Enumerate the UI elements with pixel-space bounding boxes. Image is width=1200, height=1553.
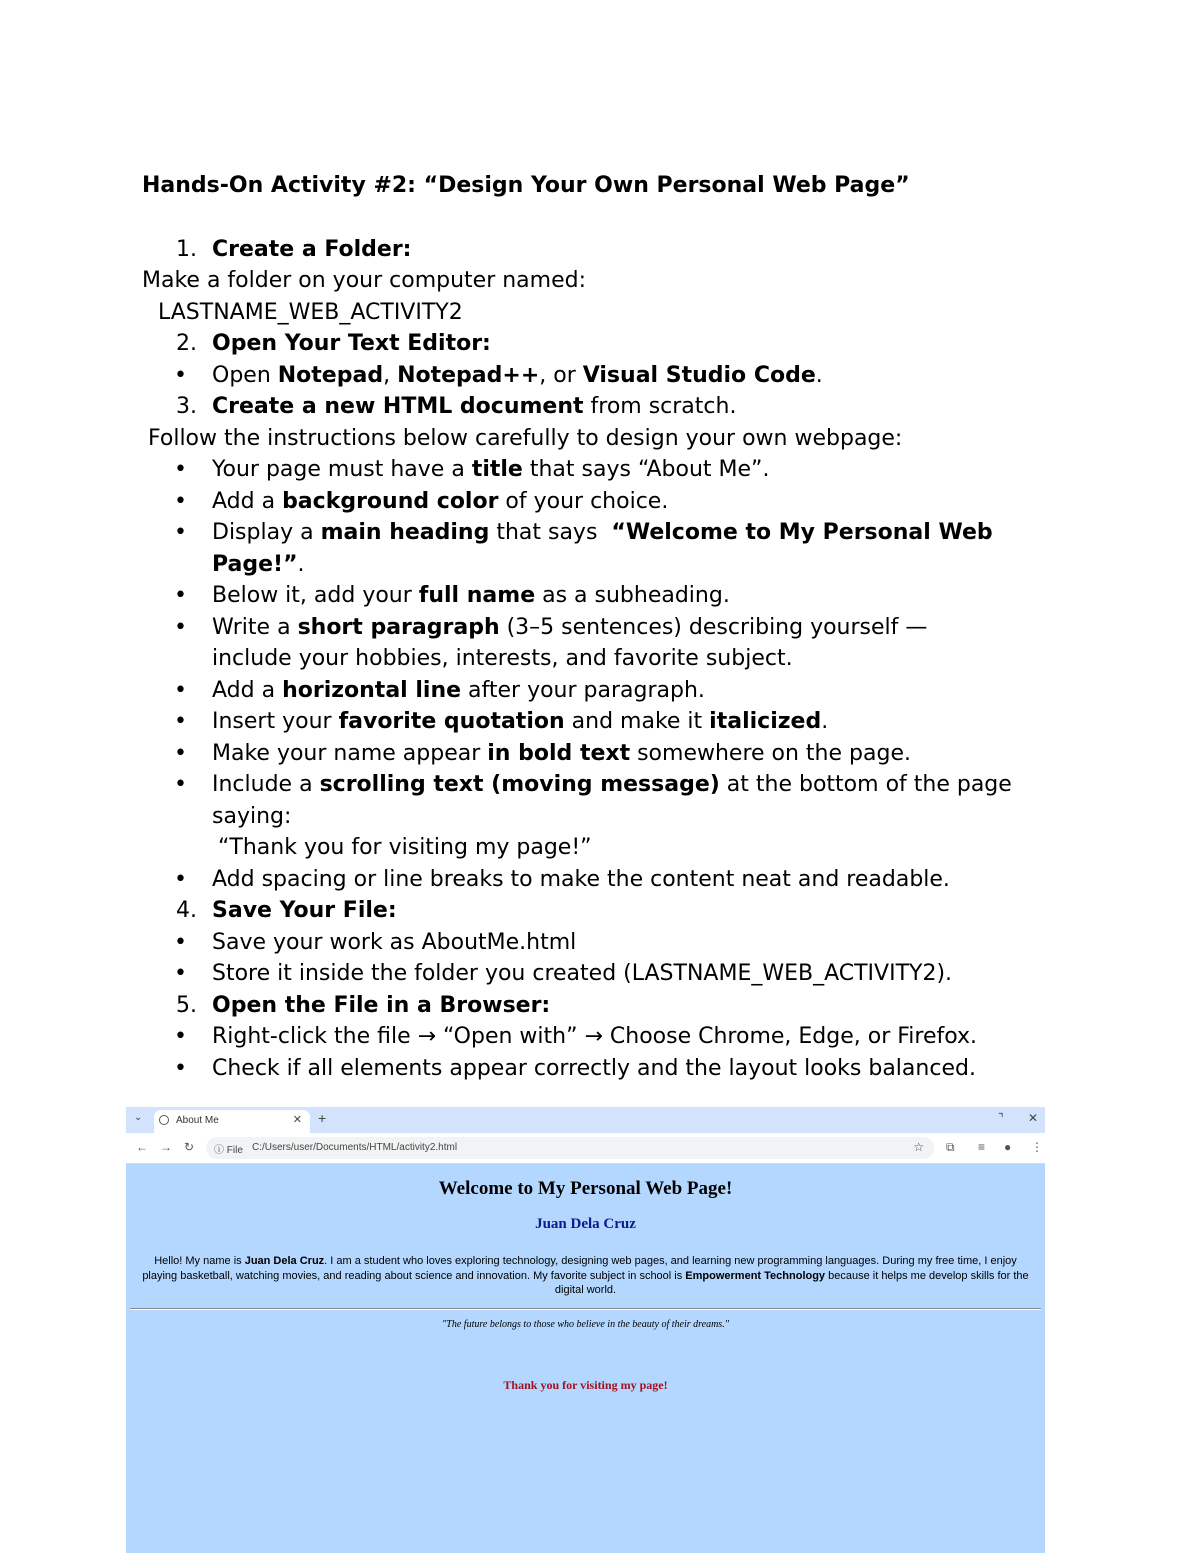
favorite-quote: "The future belongs to those who believe in the beauty of their dreams." (442, 1318, 729, 1330)
bold-text: scrolling text (moving message) (319, 772, 720, 797)
list-item: • Check if all elements appear correctly and the layout looks balanced. (142, 1053, 1062, 1085)
activity-document (142, 170, 1062, 1084)
scrolling-message: Thank you for visiting my page! (503, 1377, 668, 1392)
text: from scratch. (583, 394, 737, 419)
text: Hello! My name is (154, 1255, 245, 1267)
step-number: 4. (176, 898, 197, 923)
star-icon[interactable]: ☆ (913, 1140, 924, 1154)
restore-icon[interactable]: ⌝ (998, 1111, 1004, 1125)
list-item (142, 675, 1062, 707)
list-item (142, 486, 1062, 518)
bold-name: Juan Dela Cruz (244, 1255, 325, 1267)
tab-about-me[interactable] (154, 1110, 310, 1133)
editor-vscode: Visual Studio Code (582, 362, 816, 388)
text: because it helps me develop skills for the digital world. (554, 1269, 1029, 1296)
text: , or (539, 362, 583, 388)
text: somewhere on the page. (630, 740, 911, 766)
new-tab-icon[interactable]: + (318, 1110, 327, 1126)
follow-text: Follow the instructions below carefully to design your own webpage: (148, 425, 903, 451)
list-item: • Right-click the file → “Open with” → Choose Chrome, Edge, or Firefox. (142, 1021, 1062, 1053)
reading-list-icon[interactable]: ≡ (978, 1140, 986, 1154)
menu-icon[interactable]: ⋮ (1031, 1140, 1043, 1154)
step-label: Open the File in a Browser: (212, 992, 551, 1018)
bold-text: full name (418, 583, 536, 608)
browser-toolbar (126, 1133, 1045, 1164)
forward-icon[interactable]: → (160, 1140, 172, 1154)
text: Display a (212, 520, 321, 545)
list-item (142, 454, 1062, 486)
back-icon[interactable]: ← (136, 1140, 148, 1154)
bold-subject: Empowerment Technology (685, 1269, 826, 1282)
text: of your choice. (498, 488, 669, 514)
folder-name: LASTNAME_WEB_ACTIVITY2 (158, 299, 463, 325)
editor-notepad: Notepad (277, 362, 384, 388)
text: . I am a student who loves exploring technology, designing web pages, and learning new programming languages. During my free time, I enjoy playing basketball, watching movies, and reading about science and innovation. My favorite subject in school is (142, 1255, 1017, 1282)
profile-icon[interactable]: ● (1004, 1140, 1012, 1154)
bold-text: background color (282, 488, 499, 514)
text: after your paragraph. (461, 677, 705, 703)
editor-notepad-plus: Notepad++ (397, 362, 540, 388)
text: that says (489, 520, 612, 545)
step-5 (142, 990, 1062, 1022)
text: Below it, add your (212, 583, 419, 608)
text: Add a (212, 488, 283, 514)
step-label: Create a Folder: (212, 236, 412, 262)
list-item-editors (142, 360, 1062, 392)
step-1-text: Make a folder on your computer named: (142, 268, 586, 293)
tab-search-icon[interactable]: ⌄ (134, 1112, 143, 1123)
page-heading: Welcome to My Personal Web Page! (438, 1178, 733, 1199)
list-item (142, 612, 1062, 675)
bold-text: “Welcome to My Personal Web Page!” (212, 520, 993, 577)
step-label: Open Your Text Editor: (212, 331, 491, 356)
text: , (383, 362, 398, 388)
bold-text: short paragraph (297, 614, 500, 640)
list-item: • Store it inside the folder you created (LASTNAME_WEB_ACTIVITY2). (142, 958, 1062, 990)
text: Add a (212, 677, 283, 703)
document-title: Hands-On Activity #2: “Design Your Own Personal Web Page” (142, 173, 910, 198)
text: at the bottom of the page saying: (212, 772, 1012, 829)
tab-bar (126, 1107, 1045, 1133)
step-3 (142, 391, 1062, 423)
step-number: 1. (176, 236, 197, 262)
text: Your page must have a (212, 457, 472, 482)
list-item (142, 517, 1062, 580)
window-close-icon[interactable]: ✕ (1028, 1111, 1039, 1125)
list-item (142, 738, 1062, 770)
globe-icon (159, 1115, 169, 1125)
text: (3–5 sentences) describing yourself — include your hobbies, interests, and favorite subject. (212, 614, 928, 671)
text: . (815, 362, 823, 388)
list-item (142, 769, 1062, 832)
step-1 (142, 234, 1062, 266)
step-number: 3. (176, 394, 197, 419)
close-icon[interactable]: ✕ (292, 1114, 302, 1126)
browser-screenshot (126, 1107, 1045, 1553)
url-text: C:/Users/user/Documents/HTML/activity2.html (252, 1142, 458, 1153)
list-item (142, 706, 1062, 738)
bold-text: in bold text (487, 740, 631, 766)
text: . (821, 709, 829, 734)
text: Include a (212, 772, 320, 797)
text: . (297, 551, 305, 577)
bold-text: horizontal line (282, 677, 462, 703)
text: Make your name appear (212, 740, 488, 766)
bold-text: main heading (320, 520, 490, 545)
step-number: 2. (176, 331, 197, 356)
text: as a subheading. (535, 583, 730, 608)
extensions-icon[interactable]: ⧉ (946, 1140, 955, 1154)
page-subheading: Juan Dela Cruz (535, 1216, 636, 1232)
text: Write a (212, 614, 298, 640)
text: Insert your (212, 709, 339, 734)
bold-text: italicized (709, 709, 822, 734)
step-4 (142, 895, 1062, 927)
url-prefix: File (226, 1145, 243, 1156)
tab-title: About Me (176, 1115, 219, 1126)
step-label: Save Your File: (212, 898, 397, 923)
text: that says “About Me”. (522, 457, 770, 482)
horizontal-line (130, 1308, 1041, 1310)
bold-text: title (471, 457, 523, 482)
text: and make it (564, 709, 710, 734)
page-paragraph (140, 1254, 1031, 1298)
step-label: Create a new HTML document (212, 394, 584, 419)
thank-you-quote: “Thank you for visiting my page!” (218, 835, 592, 860)
list-item: • Add spacing or line breaks to make the content neat and readable. (142, 864, 1062, 896)
step-number: 5. (176, 992, 197, 1018)
info-icon[interactable]: ⓘ File (214, 1145, 243, 1156)
list-item (142, 580, 1062, 612)
step-2 (142, 328, 1062, 360)
address-bar[interactable] (206, 1137, 934, 1159)
rendered-page (126, 1178, 1045, 1393)
list-item: • Save your work as AboutMe.html (142, 927, 1062, 959)
reload-icon[interactable]: ↻ (184, 1140, 195, 1154)
bold-text: favorite quotation (338, 709, 565, 734)
text: Open (212, 362, 278, 388)
